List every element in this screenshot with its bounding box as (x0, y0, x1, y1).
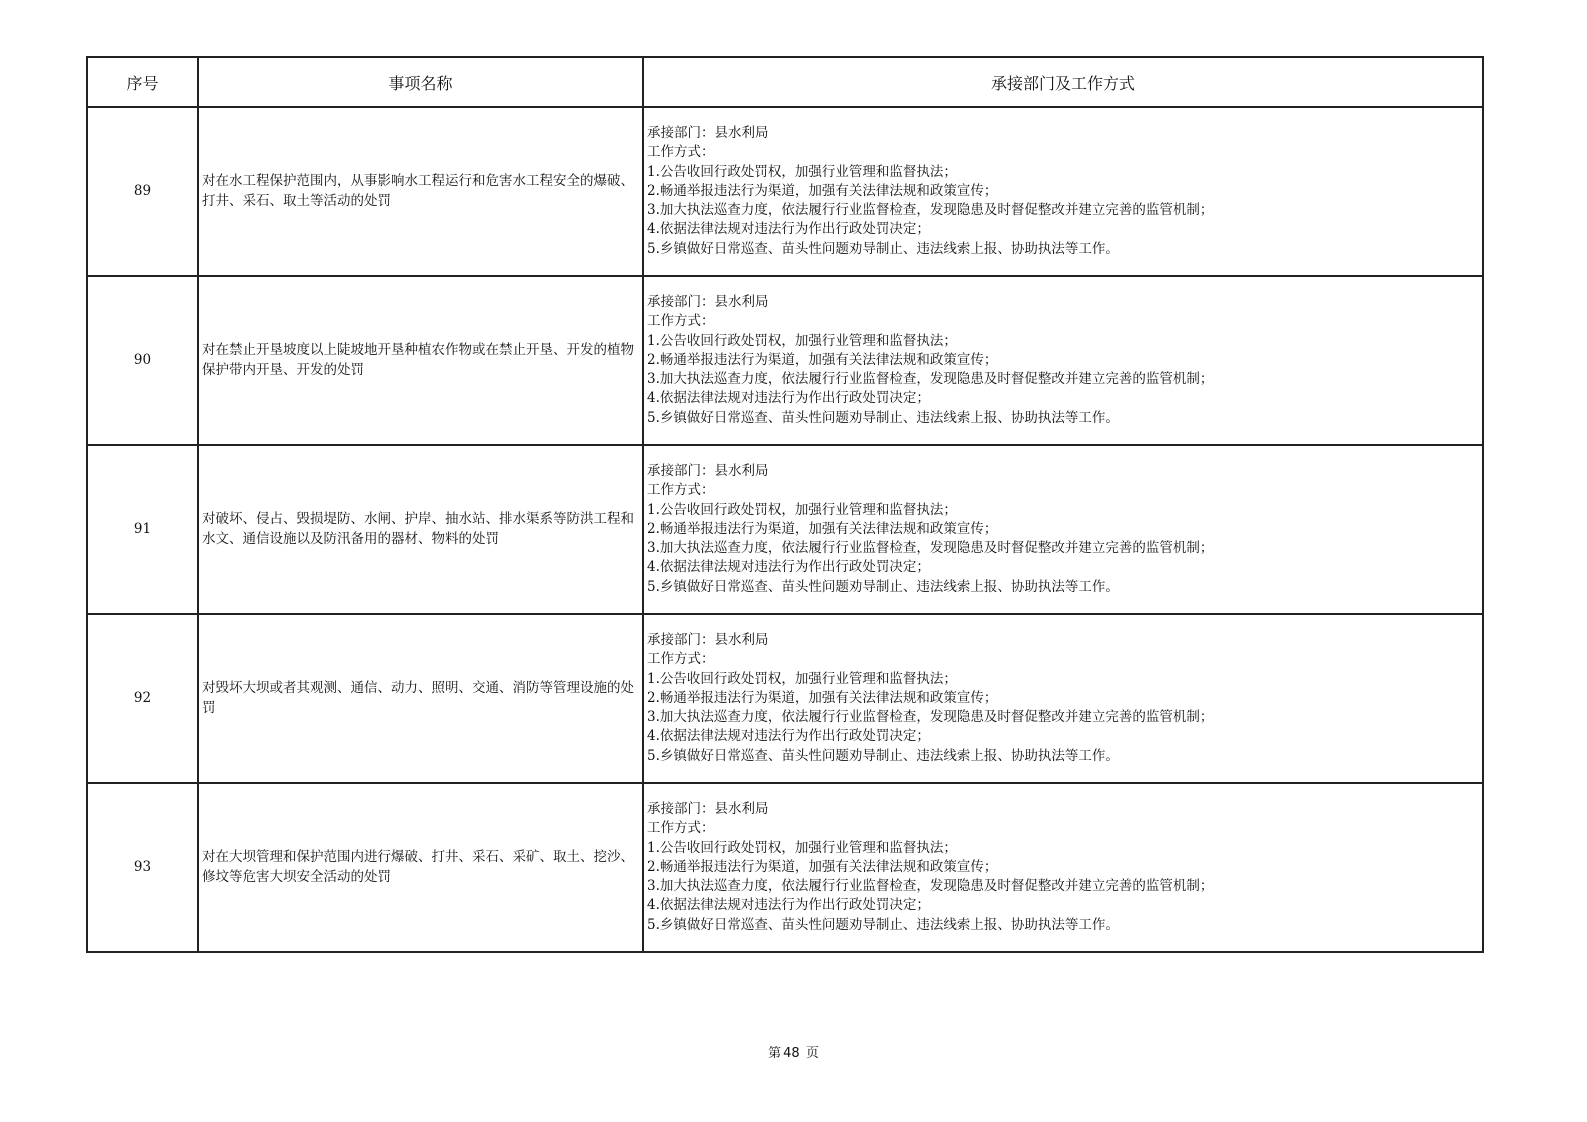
method-item: 5.乡镇做好日常巡查、苗头性问题劝导制止、违法线索上报、协助执法等工作。 (647, 409, 1119, 426)
table-row (87, 445, 1483, 614)
item-name-cell: 对在大坝管理和保护范围内进行爆破、打井、采石、采矿、取土、挖沙、修坟等危害大坝安全活动的处罚 (198, 783, 643, 952)
method-item: 5.乡镇做好日常巡查、苗头性问题劝导制止、违法线索上报、协助执法等工作。 (647, 240, 1119, 257)
table-body (87, 107, 1483, 952)
method-item: 1.公告收回行政处罚权，加强行业管理和监督执法； (647, 163, 957, 180)
method-item: 1.公告收回行政处罚权，加强行业管理和监督执法； (647, 332, 957, 349)
dept-method-cell (643, 783, 1483, 952)
method-item: 2.畅通举报违法行为渠道，加强有关法律法规和政策宣传； (647, 858, 998, 875)
header-seq: 序号 (87, 57, 198, 107)
method-item: 1.公告收回行政处罚权，加强行业管理和监督执法； (647, 501, 957, 518)
seq-cell: 93 (87, 783, 198, 952)
dept-line: 承接部门：县水利局 (647, 800, 769, 817)
table-container (86, 56, 1482, 953)
method-label: 工作方式： (647, 144, 715, 161)
method-item: 1.公告收回行政处罚权，加强行业管理和监督执法； (647, 670, 957, 687)
seq-cell: 92 (87, 614, 198, 783)
page-prefix: 第 (768, 1046, 782, 1061)
method-item: 4.依据法律法规对违法行为作出行政处罚决定； (647, 390, 930, 407)
header-row (87, 57, 1483, 107)
dept-method-cell (643, 107, 1483, 276)
seq-cell: 89 (87, 107, 198, 276)
method-item: 5.乡镇做好日常巡查、苗头性问题劝导制止、违法线索上报、协助执法等工作。 (647, 578, 1119, 595)
method-item: 3.加大执法巡查力度，依法履行行业监督检查，发现隐患及时督促整改并建立完善的监管机制； (647, 709, 1214, 726)
method-label: 工作方式： (647, 482, 715, 499)
item-name-cell: 对毁坏大坝或者其观测、通信、动力、照明、交通、消防等管理设施的处罚 (198, 614, 643, 783)
page-suffix: 页 (805, 1046, 819, 1061)
dept-method-cell (643, 614, 1483, 783)
seq-cell: 90 (87, 276, 198, 445)
method-item: 5.乡镇做好日常巡查、苗头性问题劝导制止、违法线索上报、协助执法等工作。 (647, 747, 1119, 764)
method-label: 工作方式： (647, 820, 715, 837)
table-row (87, 107, 1483, 276)
method-item: 1.公告收回行政处罚权，加强行业管理和监督执法； (647, 839, 957, 856)
method-item: 5.乡镇做好日常巡查、苗头性问题劝导制止、违法线索上报、协助执法等工作。 (647, 916, 1119, 933)
method-item: 3.加大执法巡查力度，依法履行行业监督检查，发现隐患及时督促整改并建立完善的监管机制； (647, 202, 1214, 219)
items-table (86, 56, 1484, 953)
dept-line: 承接部门：县水利局 (647, 124, 769, 141)
method-label: 工作方式： (647, 651, 715, 668)
method-item: 3.加大执法巡查力度，依法履行行业监督检查，发现隐患及时督促整改并建立完善的监管机制； (647, 540, 1214, 557)
dept-method-cell (643, 276, 1483, 445)
item-name-cell: 对破坏、侵占、毁损堤防、水闸、护岸、抽水站、排水渠系等防洪工程和水文、通信设施以及防汛备用的器材、物料的处罚 (198, 445, 643, 614)
table-row (87, 276, 1483, 445)
page-number (0, 1042, 1587, 1061)
method-item: 3.加大执法巡查力度，依法履行行业监督检查，发现隐患及时督促整改并建立完善的监管机制； (647, 371, 1214, 388)
method-item: 2.畅通举报违法行为渠道，加强有关法律法规和政策宣传； (647, 182, 998, 199)
method-label: 工作方式： (647, 313, 715, 330)
table-row (87, 783, 1483, 952)
dept-line: 承接部门：县水利局 (647, 631, 769, 648)
seq-cell: 91 (87, 445, 198, 614)
item-name-cell: 对在水工程保护范围内，从事影响水工程运行和危害水工程安全的爆破、打井、采石、取土等活动的处罚 (198, 107, 643, 276)
dept-method-cell (643, 445, 1483, 614)
page-number-value: 48 (783, 1046, 800, 1061)
method-item: 2.畅通举报违法行为渠道，加强有关法律法规和政策宣传； (647, 520, 998, 537)
table-header (87, 57, 1483, 107)
method-item: 4.依据法律法规对违法行为作出行政处罚决定； (647, 221, 930, 238)
header-dept: 承接部门及工作方式 (643, 57, 1483, 107)
dept-line: 承接部门：县水利局 (647, 293, 769, 310)
method-item: 2.畅通举报违法行为渠道，加强有关法律法规和政策宣传； (647, 689, 998, 706)
method-item: 4.依据法律法规对违法行为作出行政处罚决定； (647, 897, 930, 914)
method-item: 4.依据法律法规对违法行为作出行政处罚决定； (647, 728, 930, 745)
method-item: 4.依据法律法规对违法行为作出行政处罚决定； (647, 559, 930, 576)
method-item: 3.加大执法巡查力度，依法履行行业监督检查，发现隐患及时督促整改并建立完善的监管机制； (647, 878, 1214, 895)
item-name-cell: 对在禁止开垦坡度以上陡坡地开垦种植农作物或在禁止开垦、开发的植物保护带内开垦、开发的处罚 (198, 276, 643, 445)
header-name: 事项名称 (198, 57, 643, 107)
table-row (87, 614, 1483, 783)
dept-line: 承接部门：县水利局 (647, 462, 769, 479)
method-item: 2.畅通举报违法行为渠道，加强有关法律法规和政策宣传； (647, 351, 998, 368)
